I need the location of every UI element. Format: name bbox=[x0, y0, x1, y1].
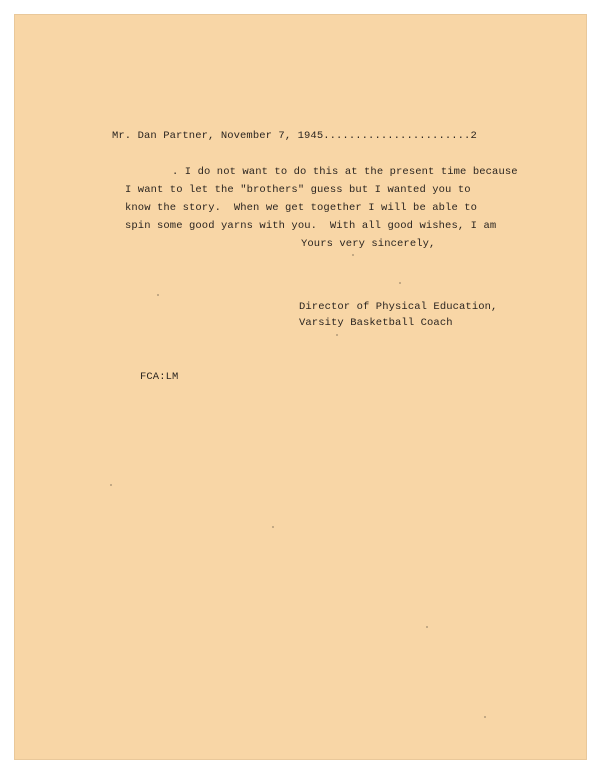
paper-speck bbox=[336, 334, 338, 336]
body-line-4: spin some good yarns with you. With all good wishes, I am bbox=[125, 220, 497, 232]
body-line-1: . I do not want to do this at the present time because bbox=[172, 166, 518, 178]
closing: Yours very sincerely, bbox=[301, 238, 436, 250]
paper-speck bbox=[399, 282, 401, 284]
paper-speck bbox=[272, 526, 274, 528]
signature-title-1: Director of Physical Education, bbox=[299, 301, 498, 313]
body-line-3: know the story. When we get together I will be able to bbox=[125, 202, 478, 214]
letter-page bbox=[14, 14, 587, 760]
body-line-2: I want to let the "brothers" guess but I wanted you to bbox=[125, 184, 471, 196]
letter-header: Mr. Dan Partner, November 7, 1945.......................2 bbox=[112, 130, 477, 142]
paper-speck bbox=[426, 626, 428, 628]
paper-speck bbox=[352, 254, 354, 256]
paper-speck bbox=[110, 484, 112, 486]
signature-title-2: Varsity Basketball Coach bbox=[299, 317, 453, 329]
paper-speck bbox=[157, 294, 159, 296]
paper-speck bbox=[484, 716, 486, 718]
typist-initials: FCA:LM bbox=[140, 371, 179, 383]
